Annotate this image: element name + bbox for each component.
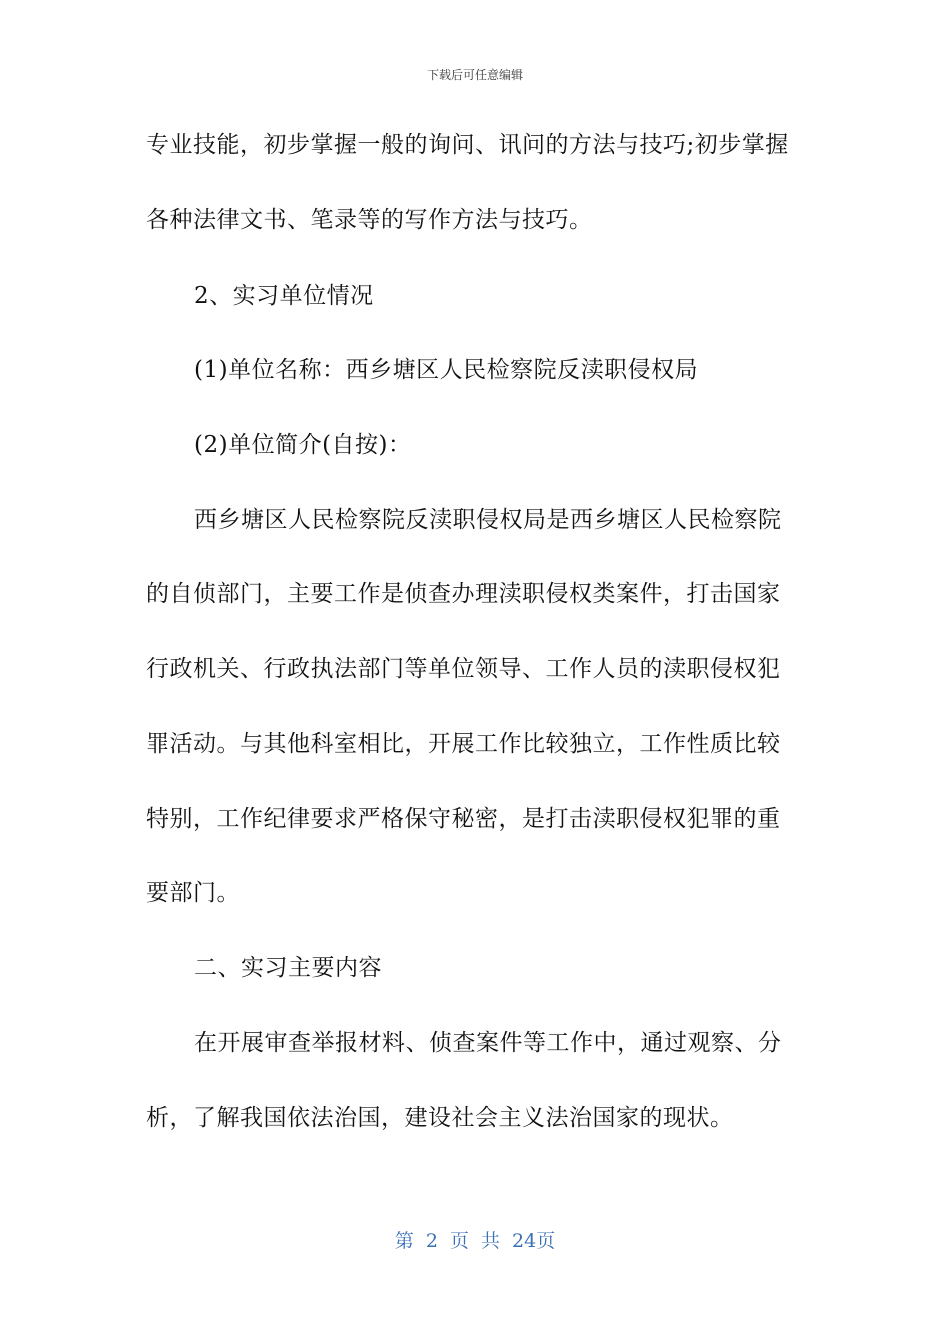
- page-number-footer: 第 2 页 共 24页: [394, 1230, 556, 1252]
- text-line: 各种法律文书、笔录等的写作方法与技巧。: [146, 207, 593, 233]
- text-line: 罪活动。与其他科室相比，开展工作比较独立，工作性质比较: [146, 731, 781, 757]
- section-heading: 二、实习主要内容: [194, 955, 382, 981]
- text-line: 析，了解我国依法治国，建设社会主义法治国家的现状。: [146, 1105, 734, 1131]
- paragraph-start: 在开展审查举报材料、侦查案件等工作中，通过观察、分: [194, 1030, 782, 1056]
- text-line: (1)单位名称：西乡塘区人民检察院反渎职侵权局: [194, 357, 699, 383]
- text-line: 行政机关、行政执法部门等单位领导、工作人员的渎职侵权犯: [146, 656, 781, 682]
- header-note: 下载后可任意编辑: [426, 68, 523, 82]
- text-line: 的自侦部门，主要工作是侦查办理渎职侵权类案件，打击国家: [146, 581, 781, 607]
- paragraph-start: 西乡塘区人民检察院反渎职侵权局是西乡塘区人民检察院: [194, 507, 782, 533]
- text-line: 专业技能，初步掌握一般的询问、讯问的方法与技巧;初步掌握: [146, 132, 789, 158]
- text-line: 要部门。: [146, 880, 240, 906]
- section-heading: 2、实习单位情况: [194, 283, 374, 309]
- text-line: 特别，工作纪律要求严格保守秘密，是打击渎职侵权犯罪的重: [146, 806, 781, 832]
- text-line: (2)单位简介(自按)：: [194, 432, 412, 458]
